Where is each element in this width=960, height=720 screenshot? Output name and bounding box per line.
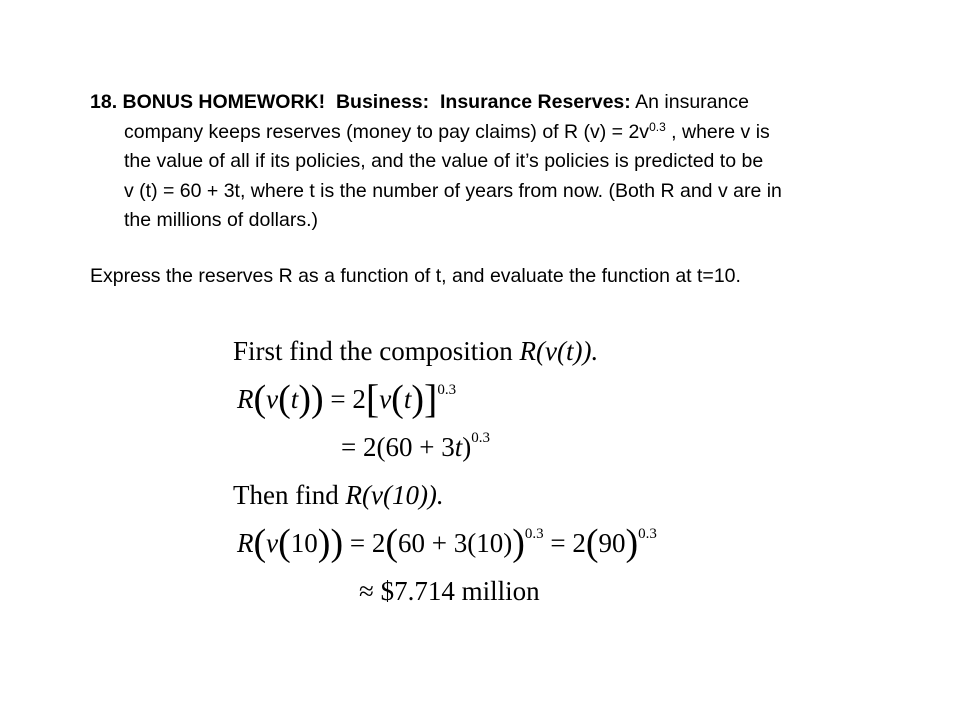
eq2-exponent: 0.3 (471, 430, 490, 446)
solution-image (233, 330, 713, 610)
step2-expression: R(v(10)). (345, 480, 444, 510)
equation-1: $R(v(t)) = 2[v(t)]^{0.3}$ (237, 376, 457, 421)
subtopic-label: Insurance Reserves: (440, 91, 631, 113)
step1-expression: R(v(t)). (519, 336, 599, 366)
eq1-exponent: 0.3 (437, 382, 457, 398)
bonus-label: BONUS HOMEWORK! (122, 91, 326, 113)
question-prompt: Express the reserves R as a function of t, and evaluate the function at t=10. (90, 265, 741, 287)
problem-line-1 (90, 88, 890, 118)
intro-text: An insurance (630, 91, 749, 113)
problem-line-2 (124, 118, 890, 148)
eq3-exponent-a: 0.3 (524, 526, 544, 542)
eq3-exponent-b: 0.3 (638, 526, 657, 542)
step2-text: Then find (233, 480, 346, 510)
step1-text: First find the composition (233, 336, 520, 366)
solution-result: ≈ $7.714 million (359, 576, 540, 606)
problem-number: 18. (90, 91, 118, 113)
problem-body (90, 118, 890, 236)
problem-line-5: the millions of dollars.) (124, 209, 318, 231)
problem-statement (90, 88, 890, 236)
reserve-formula-text: company keeps reserves (money to pay claims) of R (v) = 2v (124, 120, 650, 143)
reserve-exponent: 0.3 (649, 119, 666, 134)
equation-3: $R(v(10)) = 2(60 + 3(10))^{0.3} = 2(90)^{0.3}$ (237, 522, 657, 564)
reserve-formula-tail: , where v is (665, 120, 770, 143)
topic-label: Business: (335, 91, 430, 113)
equation-2: = $2(60 + 3t)^{0.3}$ (341, 430, 490, 462)
solution-step-2 (233, 478, 444, 512)
solution-step-1 (233, 334, 598, 368)
problem-line-3: the value of all if its policies, and the value of it’s policies is predicted to be (124, 150, 764, 172)
problem-line-4: v (t) = 60 + 3t, where t is the number of years from now. (Both R and v are in (124, 179, 782, 202)
